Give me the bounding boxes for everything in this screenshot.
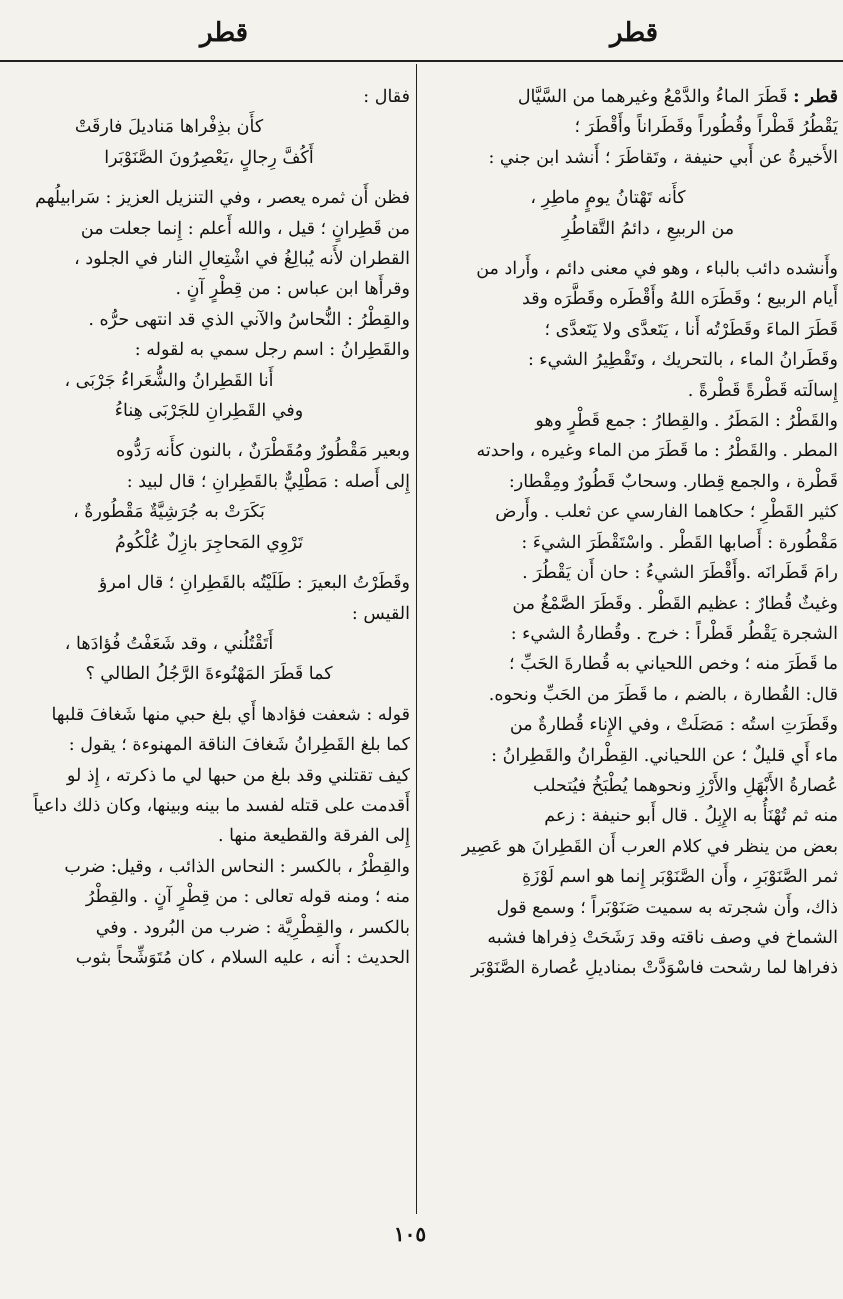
text-line: مَقْطُورة : أَصابها القَطْر . واسْتَقْطَرَ الشيءَ : [521, 532, 838, 553]
text-line: والقَطِرانُ : اسم رجل سمي به لقوله : [134, 340, 410, 361]
entry-first-line [428, 82, 838, 112]
verse-line: بَكَرَتْ به جُرَشِيَّةٌ مَقْطُورةٌ ، [73, 502, 265, 523]
text-line: وبعير مَقْطُورٌ ومُقَطْرَنٌ ، بالنون كأَنه رَدُّوه [116, 441, 410, 462]
column-divider [416, 64, 417, 1214]
entry-headword: قطر : [793, 87, 838, 107]
text-line: الأَخيرةُ عن أَبي حنيفة ، وتَقاطَرَ ؛ أَنشد ابن جني : [488, 147, 838, 168]
spacer [0, 690, 410, 700]
text-line: والقِطْرُ ، بالكسر : النحاس الذائب ، وقيل: ضرب [64, 856, 410, 877]
text-line: قَطْرة ، والجمع قِطار. وسحابٌ قَطُورٌ ومِقْطار: [508, 471, 838, 492]
text-line: وغيثٌ قُطارٌ : عظيم القَطْر . وقَطَرَ الصَّمْغُ من [512, 593, 838, 614]
verse-line: تَرْوِي المَحاجِرَ بازِلٌ عُلْكُومُ [115, 532, 303, 553]
text-line: قَطَرَ الماءَ وقَطَرْتُه أَنا ، يَتَعدَّى ولا يَتَعدَّى ؛ [544, 319, 838, 340]
text-line: إِسالَته قَطْرةً قَطْرةً . [687, 380, 838, 401]
spacer [0, 558, 410, 568]
header-right-word: قطر [610, 18, 659, 48]
spacer [428, 244, 838, 254]
text-line: عُصارةُ الأَبْهَلِ والأَرْزِ ونحوهما يُطْبَخُ فيُتحلب [533, 775, 838, 796]
text-line: منه ثم تُهْنَأُ به الإِبِلُ . قال أَبو حنيفة : زعم [544, 806, 838, 827]
text-line: إِلى الفرقة والقطيعة منها . [217, 826, 410, 847]
text-line: قال: القُطارة ، بالضم ، ما قَطَرَ من الحَبِّ ونحوه. [488, 684, 838, 705]
left-column [0, 82, 410, 973]
text-line: بعض من ينظر في كلام العرب أَن القَطِرانَ هو عَصِير [461, 836, 838, 857]
text-line: الحديث : أَنه ، عليه السلام ، كان مُتَوَشِّحاً بثوب [75, 947, 410, 968]
text-line: والقِطْرُ : النُّحاسُ والآني الذي قد انتهى حرُّه . [88, 309, 410, 330]
header-left-word: قطر [200, 18, 249, 48]
verse-line: أَكُفَّ رِجالٍ ،يَعْصِرُونَ الصَّنَوْبَرا [104, 147, 314, 168]
text-line: رامَ قَطَرانَه .وأَقْطَرَ الشيءُ : حان أَن يَقْطُرَ . [522, 563, 838, 584]
header-rule [0, 60, 843, 62]
text-line: الشجرة يَقْطُر قَطْراً : خرج . وقُطارةُ الشيء : [510, 623, 838, 644]
verse-line: كأَن بذِفْراها مَناديلَ فارقَتْ [74, 117, 264, 138]
spacer [0, 173, 410, 183]
verse-line: كما قَطَرَ المَهْنُوءةَ الرَّجُلُ الطالي ؟ [85, 664, 333, 685]
text-line: أَيام الربيع ؛ وقَطَرَه اللهُ وأَقْطَره وقَطَّرَه وقد [522, 289, 838, 310]
verse-line: وفي القَطِرانِ للجَرْبَى هِناءُ [114, 401, 304, 422]
text-line: أَقدمت على قتله لفسد ما بينه وبينها، وكان ذلك داعياً [33, 795, 410, 816]
verse-line: كأَنه تَهْتانُ يومٍ ماطِرِ ، [530, 188, 686, 209]
text-line: وقرأَها ابن عباس : من قِطْرٍ آنٍ . [175, 279, 410, 300]
text-line: وقَطَرانُ الماء ، بالتحريك ، وتَقْطِيرُ الشيء : [527, 350, 838, 371]
text-line: وأَنشده دائب بالباء ، وهو في معنى دائم ، وأَراد من [476, 259, 838, 280]
text-line: وقَطَرْتُ البعيرَ : طَلَيْتُه بالقَطِرانِ ؛ قال امرؤ [98, 573, 410, 594]
text-line: القيس : [351, 603, 410, 624]
text-line: القطران لأَنه يُبالِغُ في اشْتِعالِ النار في الجلود ، [74, 249, 410, 270]
text-line: إِلى أَصله : مَطْلِيٌّ بالقَطِرانِ ؛ قال لبيد : [126, 471, 410, 492]
text-line: ما قَطَرَ منه ؛ وخص اللحياني به قُطارةَ الحَبِّ ؛ [509, 654, 838, 675]
verse-line: من الربيعِ ، دائمُ التَّقاطُرِ [561, 218, 735, 239]
verse-line: أَنا القَطِرانُ والشُّعَراءُ جَرْبَى ، [64, 370, 274, 391]
text-line: قَطَرَ الماءُ والدَّمْعُ وغيرهما من السَّيَّال [517, 87, 788, 107]
spacer [428, 173, 838, 183]
text-line: ذفراها لما رشحت فاسْوَدَّتْ بمناديلِ عُصارة الصَّنَوْبَر [471, 958, 838, 979]
text-line: قوله : شعفت فؤادها أَي بلغ حبي منها شَغافَ قلبها [51, 704, 410, 725]
text-line: كثير القَطْرِ ؛ حكاهما الفارسي عن ثعلب . وأَرض [495, 502, 838, 523]
spacer [0, 426, 410, 436]
text-line: كما بلغ القَطِرانُ شَغافَ الناقة المهنوءة ؛ يقول : [68, 735, 410, 756]
text-line: وقَطَرَتِ استُه : مَصَلَتْ ، وفي الإِناء قُطارةٌ من [509, 715, 838, 736]
text-line: بالكسر ، والقِطْرِيَّة : ضرب من البُرود . وفي [95, 917, 410, 938]
text-line: يَقْطُرُ قَطْراً وقُطُوراً وقَطَراناً وأَقْطَرَ ؛ [574, 117, 838, 138]
text-line: والقَطْرُ : المَطَرُ . والقِطارُ : جمع قَطْرٍ وهو [535, 411, 838, 432]
text-line: منه ؛ ومنه قوله تعالى : من قِطْرٍ آنٍ . والقِطْرُ [85, 887, 410, 908]
text-line: المطر . والقَطْرُ : ما قَطَرَ من الماء وغيره ، واحدته [476, 441, 838, 462]
page-number: ١٠٥ [393, 1222, 427, 1246]
verse-line: أَتَقْتُلُني ، وقد شَعَفْتُ فُؤادَها ، [64, 633, 274, 654]
text-line: فظن أَن ثمره يعصر ، وفي التنزيل العزيز : سَرابيلُهم [35, 188, 410, 209]
text-line: ماء أَي قليلٌ ؛ عن اللحياني. القِطْرانُ والقَطِرانُ : [491, 745, 838, 766]
text-line: من قَطِرانٍ ؛ قيل ، والله أَعلم : إِنما جعلت من [80, 218, 410, 239]
text-line: الشماخ في وصف ناقته وقد رَشَحَتْ ذِفراها فشبه [487, 927, 838, 948]
right-column [428, 82, 838, 984]
text-line: كيف تقتلني وقد بلغ من حبها لي ما ذكرته ، إِذ لو [66, 765, 410, 786]
text-line: ثمر الصَّنَوْبَرِ ، وأَن الصَّنَوْبَر إِنما هو اسم لَوْزَةِ [521, 867, 838, 888]
text-line: ذاك، وأَن شجرته به سميت صَنَوْبَراً ؛ وسمع قول [496, 897, 838, 918]
text-line: فقال : [363, 87, 410, 107]
